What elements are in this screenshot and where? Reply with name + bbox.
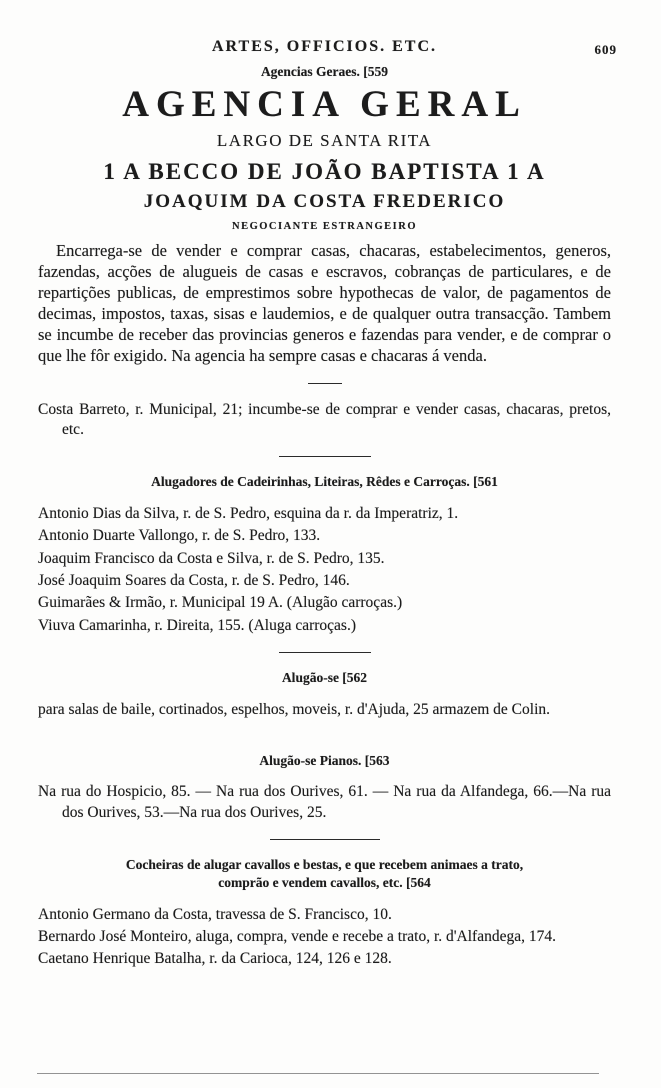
scan-artifact-bottom-line [37, 1073, 599, 1074]
alugase-body: para salas de baile, cortinados, espelhos, moveis, r. d'Ajuda, 25 armazem de Colin. [38, 700, 550, 718]
list-item: Antonio Germano da Costa, travessa de S. Francisco, 10. [38, 905, 392, 923]
heading-pianos: Alugão-se Pianos. [563 [259, 753, 390, 769]
heading-cocheiras-line1: Cocheiras de alugar cavallos e bestas, e que recebem animaes a trato, [125, 857, 524, 873]
alugadores-entries [38, 504, 611, 637]
running-title: ARTES, OFFICIOS. ETC. [211, 38, 438, 55]
running-header [38, 38, 617, 62]
list-item: José Joaquim Soares da Costa, r. de S. Pedro, 146. [38, 571, 350, 589]
list-item: Caetano Henrique Batalha, r. da Carioca, 124, 126 e 128. [38, 950, 392, 968]
list-item: Viuva Camarinha, r. Direita, 155. (Aluga carroças.) [38, 616, 356, 634]
entry-costa-barreto: Costa Barreto, r. Municipal, 21; incumbe-se de comprar e vender casas, chacaras, pretos, etc. [38, 400, 611, 438]
list-item: Antonio Duarte Vallongo, r. de S. Pedro, 133. [38, 527, 321, 545]
agency-description: Encarrega-se de vender e comprar casas, chacaras, estabelecimentos, generos, fazendas, acções de alugueis de casas e escravos, cobranças de particulares, e de repartições publicas, de emprestimos sobre hypothecas de valor, de pagamentos de decimas, impostos, taxas, sisas e laudemios, e de qualquer outra transacção. Tambem se incumbe de receber das provincias generos e fazendas para vender, e de comprar o que lhe fôr exigido. Na agencia ha sempre casas e chacaras á venda. [38, 240, 611, 366]
list-item: Bernardo José Monteiro, aluga, compra, vende e recebe a trato, r. d'Alfandega, 174. [38, 928, 556, 946]
section-label-agencias-geraes: Agencias Geraes. [559 [260, 64, 389, 79]
list-item: Joaquim Francisco da Costa e Silva, r. de S. Pedro, 135. [38, 549, 385, 567]
cocheiras-entries [38, 905, 611, 970]
agency-address-line2: 1 A BECCO DE JOÃO BAPTISTA 1 A [103, 158, 546, 184]
spacer [38, 722, 611, 738]
heading-cocheiras-line2: comprão e vendem cavallos, etc. [564 [218, 875, 431, 891]
heading-alugadores: Alugadores de Cadeirinhas, Liteiras, Rêdes e Carroças. [561 [151, 474, 498, 490]
divider-after-description [308, 383, 342, 384]
pianos-body: Na rua do Hospicio, 85. — Na rua dos Ourives, 61. — Na rua da Alfandega, 66.—Na rua dos Ourives, 53.—Na rua dos Ourives, 25. [38, 783, 611, 821]
list-item: Guimarães & Irmão, r. Municipal 19 A. (Alugão carroças.) [38, 594, 403, 612]
divider-before-cocheiras [270, 839, 380, 840]
page-number: 609 [594, 42, 617, 57]
heading-alugase: Alugão-se [562 [281, 670, 368, 686]
agency-title: AGENCIA GERAL [122, 84, 527, 125]
agency-owner-role: NEGOCIANTE ESTRANGEIRO [232, 220, 417, 232]
heading-cocheiras [38, 856, 611, 892]
divider-before-alugadores [279, 456, 371, 457]
agency-owner-name: JOAQUIM DA COSTA FREDERICO [143, 190, 506, 212]
list-item: Antonio Dias da Silva, r. de S. Pedro, esquina da r. da Imperatriz, 1. [38, 504, 459, 522]
agency-address-line1: LARGO DE SANTA RITA [216, 130, 433, 150]
divider-before-alugase [279, 652, 371, 653]
